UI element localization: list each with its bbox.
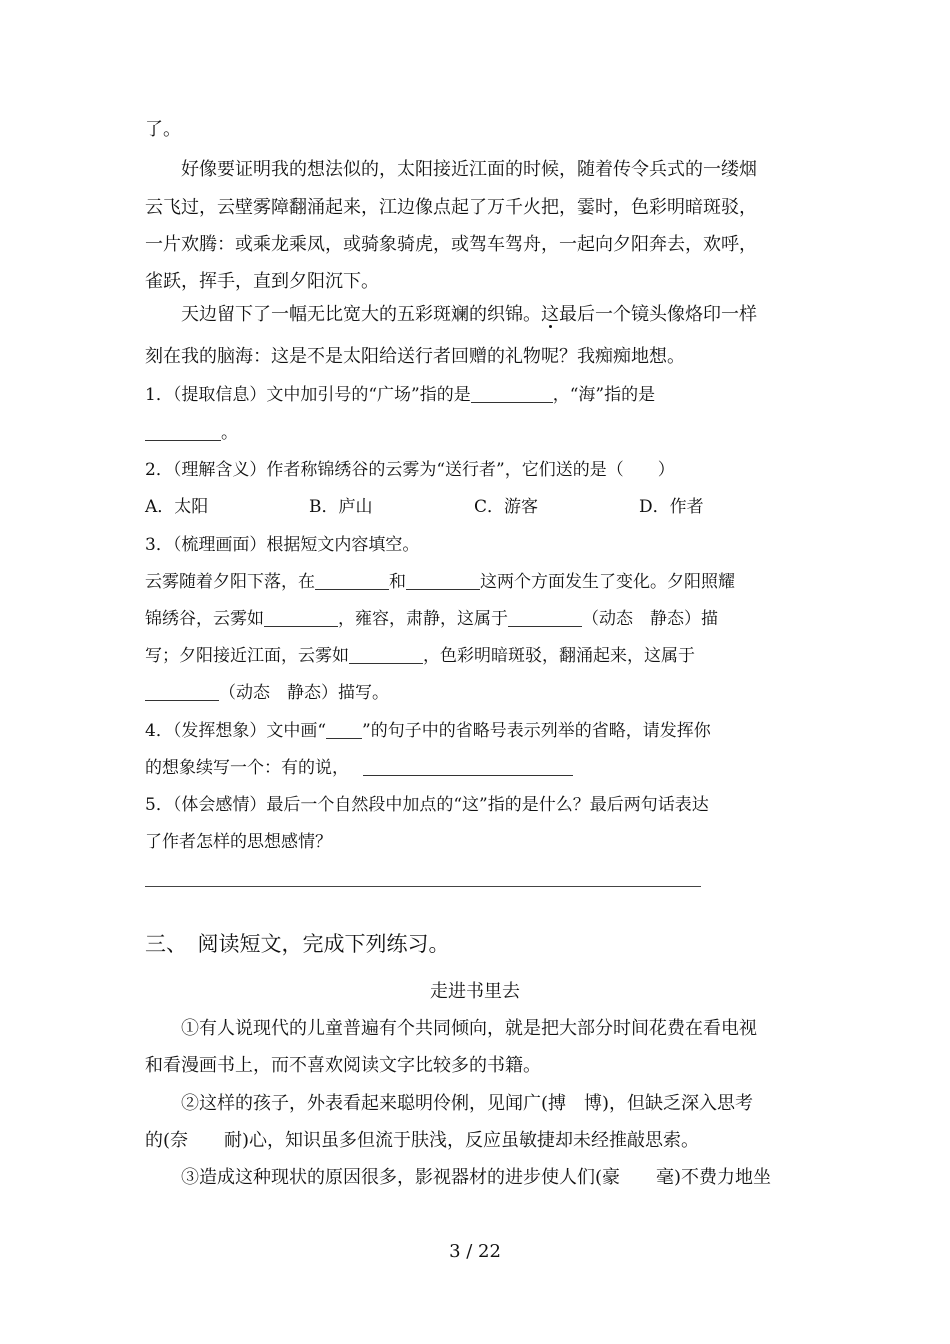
passage-line: 云飞过，云壁雾障翻涌起来，江边像点起了万千火把，霎时，色彩明暗斑驳， [145,197,757,218]
q3-text: （动态 静态）描 [582,609,718,629]
article-line: ③造成这种现状的原因很多，影视器材的进步使人们(豪 毫)不费力地坐 [181,1167,772,1188]
option-c[interactable]: C．游客 [474,497,539,517]
option-d[interactable]: D．作者 [639,497,704,517]
q1-end: 。 [221,423,238,443]
passage-line [145,303,810,327]
answer-blank[interactable] [406,571,480,590]
page-number: 3 / 22 [449,1241,501,1262]
question-5-line: 了作者怎样的思想感情？ [145,832,332,852]
answer-blank[interactable] [315,571,389,590]
option-b[interactable]: B．庐山 [309,497,373,517]
q3-text: 锦绣谷，云雾如 [145,609,264,629]
question-2-options [145,495,810,519]
answer-blank[interactable] [363,757,573,776]
question-3-line [145,681,810,705]
q3-text: ，色彩明暗斑驳，翻涌起来，这属于 [423,646,695,666]
q4-text: 4．（发挥想象）文中画“ [145,721,327,741]
passage-text: 最后一个镜头像烙印一样 [559,304,757,325]
q3-text: 云雾随着夕阳下落，在 [145,572,315,592]
answer-line[interactable] [145,886,701,887]
answer-blank[interactable] [145,422,221,441]
q3-text: 和 [389,572,406,592]
q3-text: （动态 静态）描写。 [219,683,389,703]
answer-blank[interactable] [349,645,423,664]
q3-text: 这两个方面发生了变化。夕阳照耀 [480,572,735,592]
q4-text: 的想象续写一个：有的说， [145,758,349,778]
q4-text: ”的句子中的省略号表示列举的省略，请发挥你 [362,721,711,741]
question-1-cont [145,421,810,445]
passage-line: 刻在我的脑海：这是不是太阳给送行者回赠的礼物呢？我痴痴地想。 [145,346,685,367]
answer-blank[interactable] [264,608,338,627]
question-1 [145,383,810,407]
q3-text: ，雍容，肃静，这属于 [338,609,508,629]
section-heading: 三、 阅读短文，完成下列练习。 [145,932,450,956]
dotted-char: 这 [541,304,559,325]
article-line: ①有人说现代的儿童普遍有个共同倾向，就是把大部分时间花费在看电视 [181,1018,757,1039]
q1-text-b: ，“海”指的是 [552,385,656,405]
article-line: 的(奈 耐)心，知识虽多但流于肤浅，反应虽敏捷却未经推敲思索。 [145,1130,700,1151]
q3-text: 写；夕阳接近江面，云雾如 [145,646,349,666]
underline-sample [326,720,362,739]
passage-line: 好像要证明我的想法似的，太阳接近江面的时候，随着传令兵式的一缕烟 [181,159,757,180]
answer-blank[interactable] [145,682,219,701]
article-title: 走进书里去 [430,981,520,1002]
passage-line: 了。 [145,119,181,140]
question-4-line [145,756,810,780]
question-3-line [145,644,810,668]
article-line: ②这样的孩子，外表看起来聪明伶俐，见闻广(搏 博)，但缺乏深入思考 [181,1093,754,1114]
question-2: 2．（理解含义）作者称锦绣谷的云雾为“送行者”，它们送的是（ ） [145,460,675,480]
passage-line: 雀跃，挥手，直到夕阳沉下。 [145,271,379,292]
question-3-line [145,570,810,594]
question-3-line [145,607,810,631]
question-5: 5．（体会感情）最后一个自然段中加点的“这”指的是什么？最后两句话表达 [145,795,709,815]
passage-line: 一片欢腾：或乘龙乘凤，或骑象骑虎，或驾车驾舟，一起向夕阳奔去，欢呼， [145,234,757,255]
option-a[interactable]: A．太阳 [145,497,209,517]
question-4 [145,719,810,743]
answer-blank[interactable] [508,608,582,627]
question-3: 3．（梳理画面）根据短文内容填空。 [145,535,420,555]
answer-blank[interactable] [471,384,553,403]
article-line: 和看漫画书上，而不喜欢阅读文字比较多的书籍。 [145,1055,541,1076]
passage-text: 天边留下了一幅无比宽大的五彩斑斓的织锦。 [181,304,541,325]
q1-text-a: 1．（提取信息）文中加引号的“广场”指的是 [145,385,471,405]
